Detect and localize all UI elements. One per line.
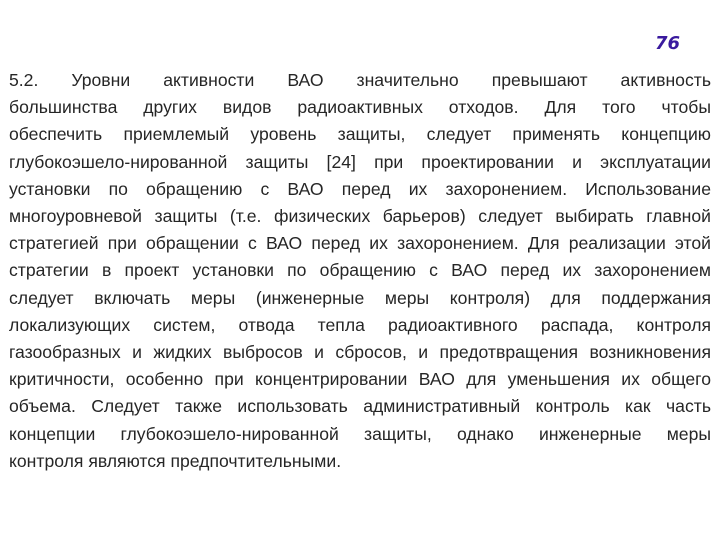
paragraph-line-12: критичности, особенно при концентрировании ВАО для уменьшения их общего: [9, 369, 711, 390]
paragraph-line-2: большинства других видов радиоактивных отходов. Для того чтобы: [9, 97, 711, 118]
body-paragraph: [9, 67, 711, 475]
paragraph-line-9: следует включать меры (инженерные меры контроля) для поддержания: [9, 287, 711, 308]
page-number: 76: [655, 33, 681, 54]
paragraph-line-4: глубокоэшело-нированной защиты [24] при проектировании и эксплуатации: [9, 151, 711, 172]
paragraph-line-5: установки по обращению с ВАО перед их захоронением. Использование: [9, 178, 711, 199]
paragraph-line-15: контроля являются предпочтительными.: [9, 450, 342, 471]
paragraph-line-1: 5.2. Уровни активности ВАО значительно превышают активность: [9, 70, 711, 90]
paragraph-line-11: газообразных и жидких выбросов и сбросов, и предотвращения возникновения: [9, 342, 711, 363]
paragraph-line-14: концепции глубокоэшело-нированной защиты, однако инженерные меры: [9, 423, 711, 444]
paragraph-line-3: обеспечить приемлемый уровень защиты, следует применять концепцию: [9, 124, 711, 145]
paragraph-line-10: локализующих систем, отвода тепла радиоактивного распада, контроля: [9, 314, 711, 335]
paragraph-line-8: стратегии в проект установки по обращению с ВАО перед их захоронением: [9, 260, 711, 281]
paragraph-line-6: многоуровневой защиты (т.е. физических барьеров) следует выбирать главной: [9, 206, 711, 227]
paragraph-line-7: стратегией при обращении с ВАО перед их захоронением. Для реализации этой: [9, 233, 711, 254]
paragraph-line-13: объема. Следует также использовать административный контроль как часть: [9, 396, 711, 417]
